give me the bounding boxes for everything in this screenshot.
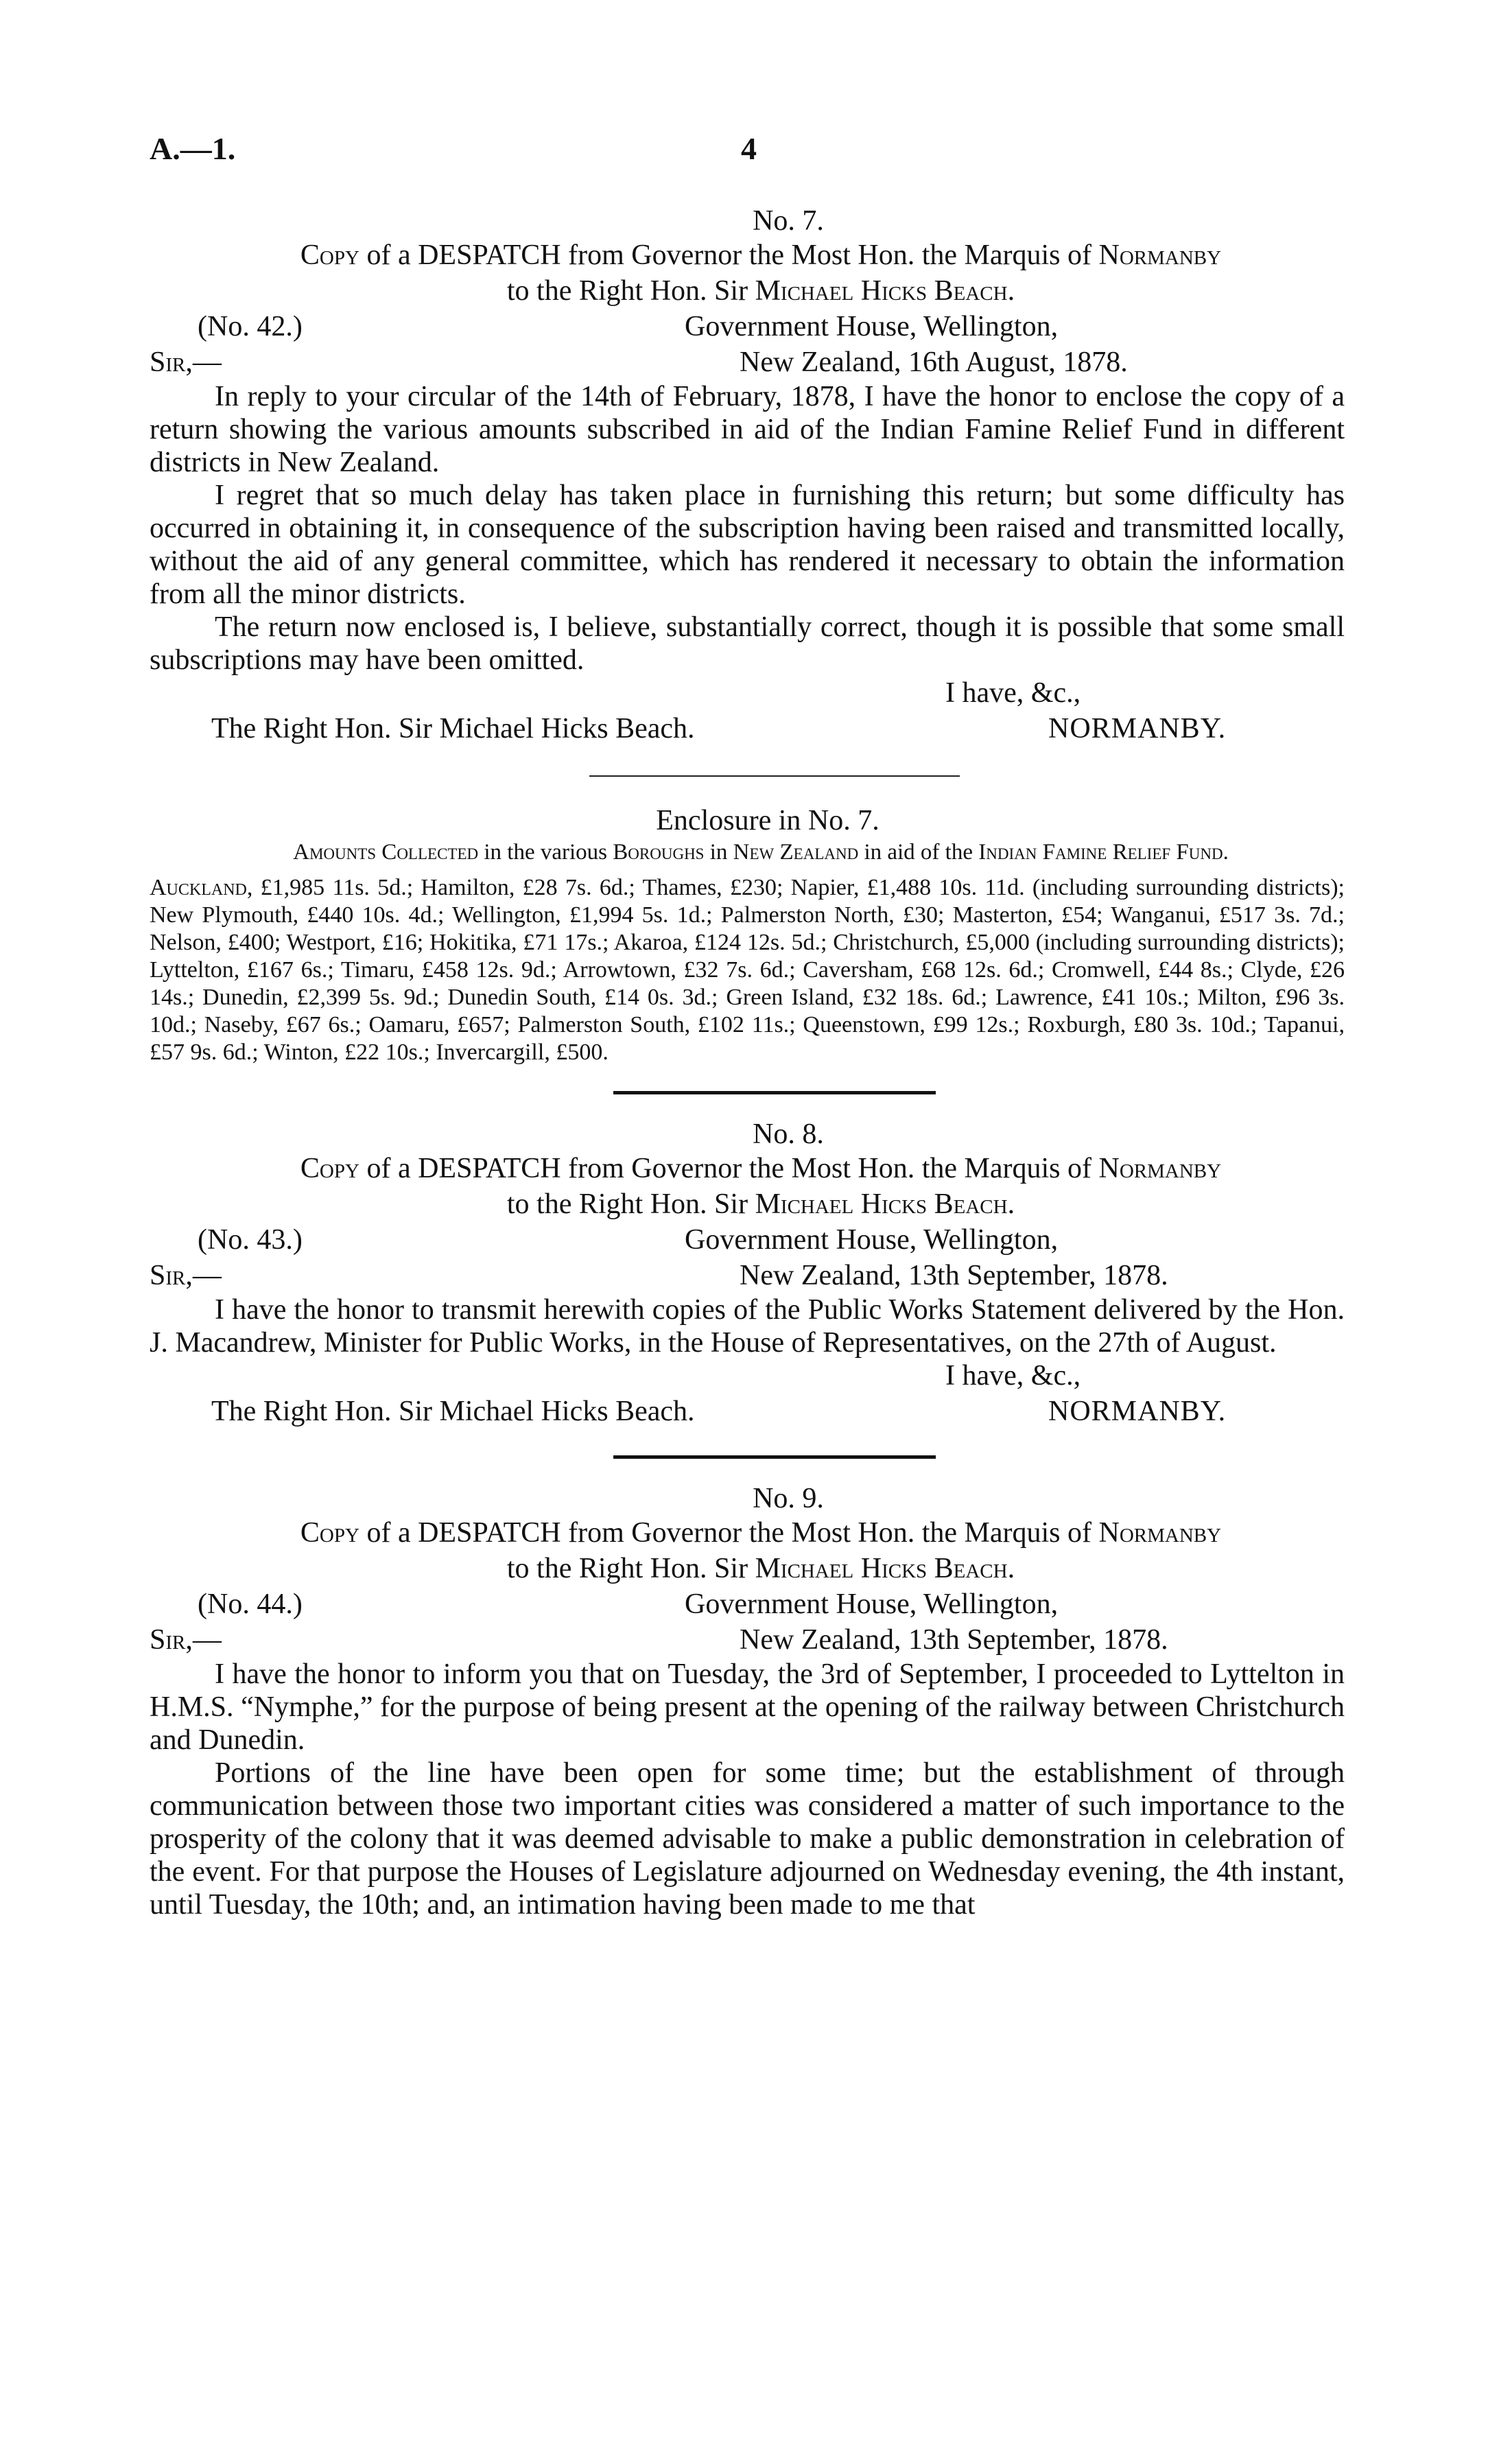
section-divider bbox=[589, 775, 960, 777]
despatch-ref: (No. 42.) bbox=[198, 311, 303, 342]
signature-row bbox=[150, 1392, 1345, 1431]
closing: I have, &c., bbox=[945, 1360, 1081, 1392]
reference-row bbox=[150, 1586, 1345, 1622]
despatch-ref: (No. 44.) bbox=[198, 1588, 303, 1620]
despatch-ref: (No. 43.) bbox=[198, 1224, 303, 1256]
despatch-place: Government House, Wellington, bbox=[685, 1224, 1059, 1256]
despatch-date: New Zealand, 13th September, 1878. bbox=[740, 1260, 1168, 1291]
despatch-no-7 bbox=[150, 204, 1345, 748]
addressee: The Right Hon. Sir Michael Hicks Beach. bbox=[211, 713, 695, 744]
document-page bbox=[150, 130, 1345, 1921]
enclosure-no-7 bbox=[150, 803, 1345, 1066]
despatch-no-8 bbox=[150, 1118, 1345, 1431]
closing: I have, &c., bbox=[945, 677, 1081, 709]
series-code: A.—1. bbox=[150, 131, 236, 166]
despatch-number: No. 9. bbox=[753, 1483, 824, 1514]
despatch-date: New Zealand, 13th September, 1878. bbox=[740, 1624, 1168, 1656]
despatch-number: No. 8. bbox=[753, 1118, 824, 1150]
enclosure-title: Enclosure in No. 7. bbox=[656, 805, 880, 836]
despatch-number: No. 7. bbox=[753, 205, 824, 237]
salutation: Sir,— bbox=[150, 1260, 222, 1291]
salutation-row bbox=[150, 1258, 1345, 1293]
signature: NORMANBY. bbox=[1048, 713, 1227, 744]
signature: NORMANBY. bbox=[1048, 1396, 1227, 1427]
reference-row bbox=[150, 1222, 1345, 1258]
salutation-row bbox=[150, 344, 1345, 380]
paragraph: I have the honor to transmit herewith copies of the Public Works Statement delivered by the Hon. J. Macandrew, Minister for Public Works, in the House of Representatives, on the 27th of August. bbox=[150, 1294, 1345, 1359]
signature-row bbox=[150, 709, 1345, 748]
despatch-title: Copy of a DESPATCH from Governor the Most Hon. the Marquis of Normanby to the Right Hon. Sir Michael Hicks Beach. bbox=[300, 1517, 1222, 1584]
despatch-title: Copy of a DESPATCH from Governor the Most Hon. the Marquis of Normanby to the Right Hon. Sir Michael Hicks Beach. bbox=[300, 239, 1222, 307]
section-divider bbox=[613, 1091, 936, 1094]
paragraph: In reply to your circular of the 14th of February, 1878, I have the honor to enclose the copy of a return showing the various amounts subscribed in aid of the Indian Famine Relief Fund in different districts in New Zealand. bbox=[150, 381, 1345, 478]
page-header bbox=[150, 130, 1345, 185]
closing-row bbox=[150, 1359, 1345, 1392]
paragraph: I have the honor to inform you that on Tuesday, the 3rd of September, I proceeded to Lyttelton in H.M.S. “Nymphe,” for the purpose of being present at the opening of the railway between Christchurch and Dunedin. bbox=[150, 1658, 1345, 1756]
paragraph: Portions of the line have been open for some time; but the establishment of through communication between those two important cities was considered a matter of such importance to the prosperity of the colony that it was deemed advisable to make a public demonstration in celebration of the event. For that purpose the Houses of Legislature adjourned on Wednesday evening, the 4th instant, until Tuesday, the 10th; and, an intimation having been made to me that bbox=[150, 1757, 1345, 1921]
despatch-place: Government House, Wellington, bbox=[685, 311, 1059, 342]
amounts-paragraph: Auckland, £1,985 11s. 5d.; Hamilton, £28 7s. 6d.; Thames, £230; Napier, £1,488 10s. 11d. (including surrounding districts); New Plymouth, £440 10s. 4d.; Wellington, £1,994 5s. 1d.; Palmerston North, £30; Masterton, £54; Wanganui, £517 3s. 7d.; Nelson, £400; Westport, £16; Hokitika, £71 17s.; Akaroa, £124 12s. 5d.; Christchurch, £5,000 (including surrounding districts); Lyttelton, £167 6s.; Timaru, £458 12s. 9d.; Arrowtown, £32 7s. 6d.; Caversham, £68 12s. 6d.; Cromwell, £44 8s.; Clyde, £26 14s.; Dunedin, £2,399 5s. 9d.; Dunedin South, £14 0s. 3d.; Green Island, £32 18s. 6d.; Lawrence, £41 10s.; Milton, £96 3s. 10d.; Naseby, £67 6s.; Oamaru, £657; Palmerston South, £102 11s.; Queenstown, £99 12s.; Roxburgh, £80 3s. 10d.; Tapanui, £57 9s. 6d.; Winton, £22 10s.; Invercargill, £500. bbox=[150, 875, 1345, 1065]
despatch-date: New Zealand, 16th August, 1878. bbox=[740, 347, 1128, 378]
salutation: Sir,— bbox=[150, 1624, 222, 1656]
section-divider bbox=[613, 1455, 936, 1459]
salutation-row bbox=[150, 1622, 1345, 1658]
salutation: Sir,— bbox=[150, 347, 222, 378]
enclosure-subtitle: Amounts Collected in the various Boroughs in New Zealand in aid of the Indian Famine Relief Fund. bbox=[293, 840, 1229, 865]
addressee: The Right Hon. Sir Michael Hicks Beach. bbox=[211, 1396, 695, 1427]
reference-row bbox=[150, 309, 1345, 344]
despatch-title: Copy of a DESPATCH from Governor the Most Hon. the Marquis of Normanby to the Right Hon. Sir Michael Hicks Beach. bbox=[300, 1153, 1222, 1220]
page-number: 4 bbox=[741, 131, 757, 166]
paragraph: I regret that so much delay has taken place in furnishing this return; but some difficulty has occurred in obtaining it, in consequence of the subscription having been raised and transmitted locally, without the aid of any general committee, which has rendered it necessary to obtain the information from all the minor districts. bbox=[150, 480, 1345, 610]
paragraph: The return now enclosed is, I believe, substantially correct, though it is possible that some small subscriptions may have been omitted. bbox=[150, 611, 1345, 676]
despatch-no-9 bbox=[150, 1482, 1345, 1921]
closing-row bbox=[150, 677, 1345, 709]
despatch-place: Government House, Wellington, bbox=[685, 1588, 1059, 1620]
